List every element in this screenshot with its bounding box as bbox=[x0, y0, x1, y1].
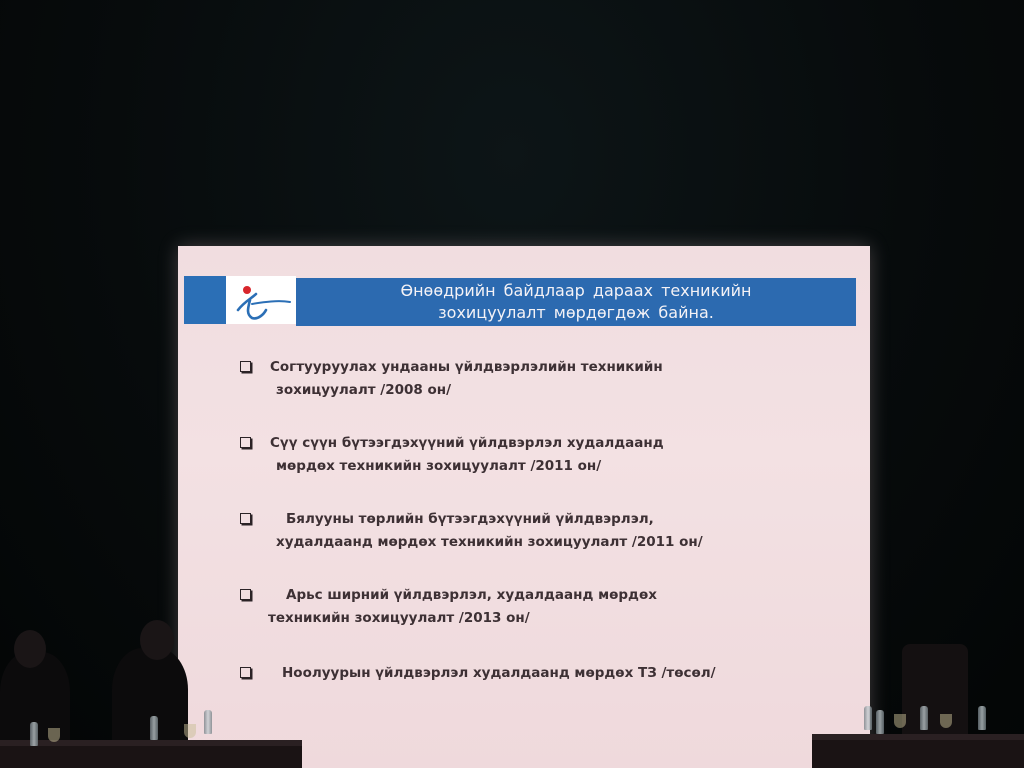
drinking-glass bbox=[940, 714, 952, 728]
water-bottle bbox=[30, 722, 38, 746]
water-bottle bbox=[204, 710, 212, 734]
drinking-glass bbox=[184, 724, 196, 738]
water-bottle bbox=[876, 710, 884, 734]
slide-title-line-2: зохицуулалт мөрдөгдөж байна. bbox=[438, 303, 714, 322]
slide-title-line-1: Өнөөдрийн байдлаар дараах техникийн bbox=[400, 281, 752, 300]
bullet-text-line-1: Согтууруулах ундааны үйлдвэрлэлийн техникийн bbox=[270, 359, 663, 375]
logo-blue-block bbox=[184, 276, 226, 324]
chair bbox=[902, 644, 968, 738]
table-top-right bbox=[812, 734, 1024, 740]
bullet-item bbox=[240, 356, 840, 402]
bullet-item bbox=[240, 662, 840, 685]
water-bottle bbox=[920, 706, 928, 730]
bullet-text-line-1: Сүү сүүн бүтээгдэхүүний үйлдвэрлэл худалдаанд bbox=[270, 435, 664, 451]
slide-title-bar bbox=[296, 278, 856, 326]
panelist-head bbox=[140, 620, 174, 660]
organization-logo-icon bbox=[230, 280, 294, 322]
checkbox-bullet-icon bbox=[240, 361, 251, 372]
checkbox-bullet-icon bbox=[240, 667, 251, 678]
checkbox-bullet-icon bbox=[240, 513, 251, 524]
table-top-left bbox=[0, 740, 302, 746]
projection-screen bbox=[178, 246, 870, 768]
drinking-glass bbox=[48, 728, 60, 742]
bullet-list bbox=[240, 356, 840, 715]
bullet-text-line-1: Бялууны төрлийн бүтээгдэхүүний үйлдвэрлэл, bbox=[286, 511, 654, 527]
checkbox-bullet-icon bbox=[240, 589, 251, 600]
checkbox-bullet-icon bbox=[240, 437, 251, 448]
bullet-text-line-2: худалдаанд мөрдөх техникийн зохицуулалт /2011 он/ bbox=[276, 534, 703, 550]
bullet-text-line-2: техникийн зохицуулалт /2013 он/ bbox=[268, 610, 530, 626]
water-bottle bbox=[150, 716, 158, 740]
bullet-item bbox=[240, 508, 840, 554]
bullet-text-line-1: Ноолуурын үйлдвэрлэл худалдаанд мөрдөх ТЗ /төсөл/ bbox=[282, 665, 716, 681]
water-bottle bbox=[978, 706, 986, 730]
bullet-text-line-2: мөрдөх техникийн зохицуулалт /2011 он/ bbox=[276, 458, 602, 474]
panelist-head bbox=[14, 630, 46, 668]
bullet-text-line-2: зохицуулалт /2008 он/ bbox=[276, 382, 452, 398]
bullet-text-line-1: Арьс ширний үйлдвэрлэл, худалдаанд мөрдөх bbox=[286, 587, 657, 603]
bullet-item bbox=[240, 584, 840, 630]
bullet-item bbox=[240, 432, 840, 478]
water-bottle bbox=[864, 706, 872, 730]
logo-area bbox=[184, 276, 296, 324]
drinking-glass bbox=[894, 714, 906, 728]
